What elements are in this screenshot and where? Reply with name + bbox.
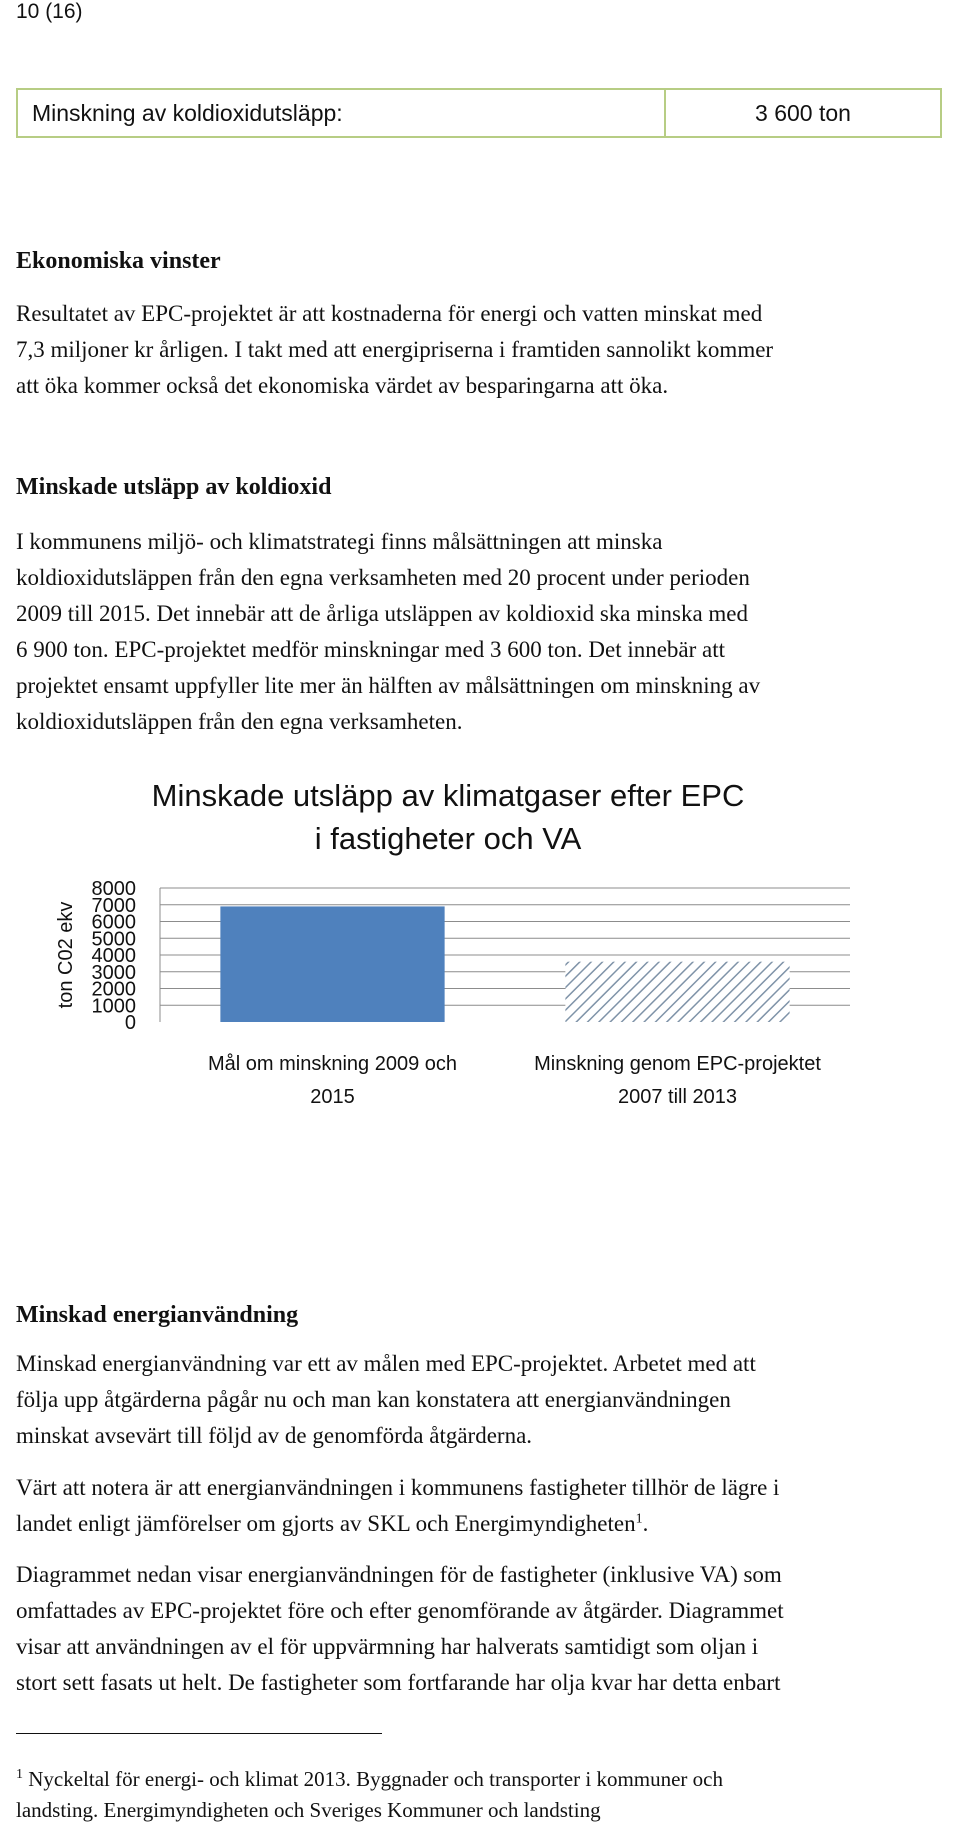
text-line: 7,3 miljoner kr årligen. I takt med att energipriserna i framtiden sannolikt kommer [16,337,774,362]
paragraph-energy-2 [16,1470,951,1542]
footnote-line: landsting. Energimyndigheten och Sveriges Kommuner och landsting [16,1798,601,1822]
y-tick-labels [92,878,137,1034]
bar-1 [220,906,444,1022]
paragraph-energy-1 [16,1346,951,1454]
text-line [16,1506,951,1542]
text-line: Minskad energianvändning var ett av målen med EPC-projektet. Arbetet med att [16,1351,756,1376]
y-tick-label: 1000 [91,995,136,1018]
chart-title-line-2: i fastigheter och VA [314,821,582,856]
footnote-divider [16,1733,382,1734]
y-tick-label: 2000 [91,978,136,1001]
co2-bar-chart [0,760,960,1280]
footnote-line [16,1764,926,1795]
footnote-text: Nyckeltal för energi- och klimat 2013. Byggnader och transporter i kommuner och [23,1767,723,1791]
footnote [16,1764,926,1826]
chart-title-line-1: Minskade utsläpp av klimatgaser efter EPC [151,778,745,813]
paragraph-energy-3 [16,1557,951,1701]
y-tick-label: 0 [124,1012,136,1034]
text-line: minskat avsevärt till följd av de genomförda åtgärderna. [16,1423,533,1448]
text-line: 2009 till 2015. Det innebär att de årliga utsläppen av koldioxid ska minska med [16,601,749,626]
x-tick-label: 2015 [310,1086,355,1108]
heading-energy: Minskad energianvändning [16,1302,299,1328]
page-number: 10 (16) [16,0,83,23]
text-line: koldioxidutsläppen från den egna verksamheten. [16,709,463,734]
text-line: Värt att notera är att energianvändningen i kommunens fastigheter tillhör de lägre i [16,1475,780,1500]
text-line: omfattades av EPC-projektet före och efter genomförande av åtgärder. Diagrammet [16,1598,784,1623]
text-line: koldioxidutsläppen från den egna verksamheten med 20 procent under perioden [16,565,750,590]
text-line: följa upp åtgärderna pågår nu och man kan konstatera att energianvändningen [16,1387,731,1412]
y-tick-label: 8000 [91,878,136,900]
footnote-reference[interactable]: 1 [635,1511,643,1527]
x-tick-label: 2007 till 2013 [618,1086,737,1108]
heading-co2: Minskade utsläpp av koldioxid [16,474,332,500]
summary-value: 3 600 ton [755,99,851,126]
summary-table [16,88,942,138]
bar-2 [565,962,789,1022]
bars [220,906,789,1022]
x-tick-label: Mål om minskning 2009 och [207,1053,458,1075]
summary-label: Minskning av koldioxidutsläpp: [18,90,666,136]
y-tick-label: 7000 [91,894,136,917]
x-tick-labels [208,1053,821,1108]
y-tick-label: 5000 [91,928,136,951]
y-axis-label: ton C02 ekv [55,901,77,1009]
paragraph-economy [16,296,946,404]
y-tick-label: 4000 [91,945,136,967]
text-line: att öka kommer också det ekonomiska värdet av besparingarna att öka. [16,373,669,398]
text-line: I kommunens miljö- och klimatstrategi finns målsättningen att minska [16,529,663,554]
text-line: 6 900 ton. EPC-projektet medför minskningar med 3 600 ton. Det innebär att [16,637,726,662]
x-tick-label: Minskning genom EPC-projektet [534,1053,821,1075]
y-tick-label: 6000 [91,911,136,934]
text-line: Diagrammet nedan visar energianvändningen för de fastigheter (inklusive VA) som [16,1562,782,1587]
text-line: visar att användningen av el för uppvärmning har halverats samtidigt som oljan i [16,1634,759,1659]
text-line: Resultatet av EPC-projektet är att kostnaderna för energi och vatten minskat med [16,301,763,326]
text-span: landet enligt jämförelser om gjorts av SKL och Energimyndigheten [16,1511,636,1536]
heading-economy: Ekonomiska vinster [16,248,221,274]
text-span: . [642,1511,649,1536]
paragraph-co2 [16,524,946,740]
footnote-marker: 1 [16,1767,23,1782]
y-tick-label: 3000 [91,961,136,984]
text-line: stort sett fasats ut helt. De fastigheter som fortfarande har olja kvar har detta enbart [16,1670,781,1695]
text-line: projektet ensamt uppfyller lite mer än hälften av målsättningen om minskning av [16,673,761,698]
